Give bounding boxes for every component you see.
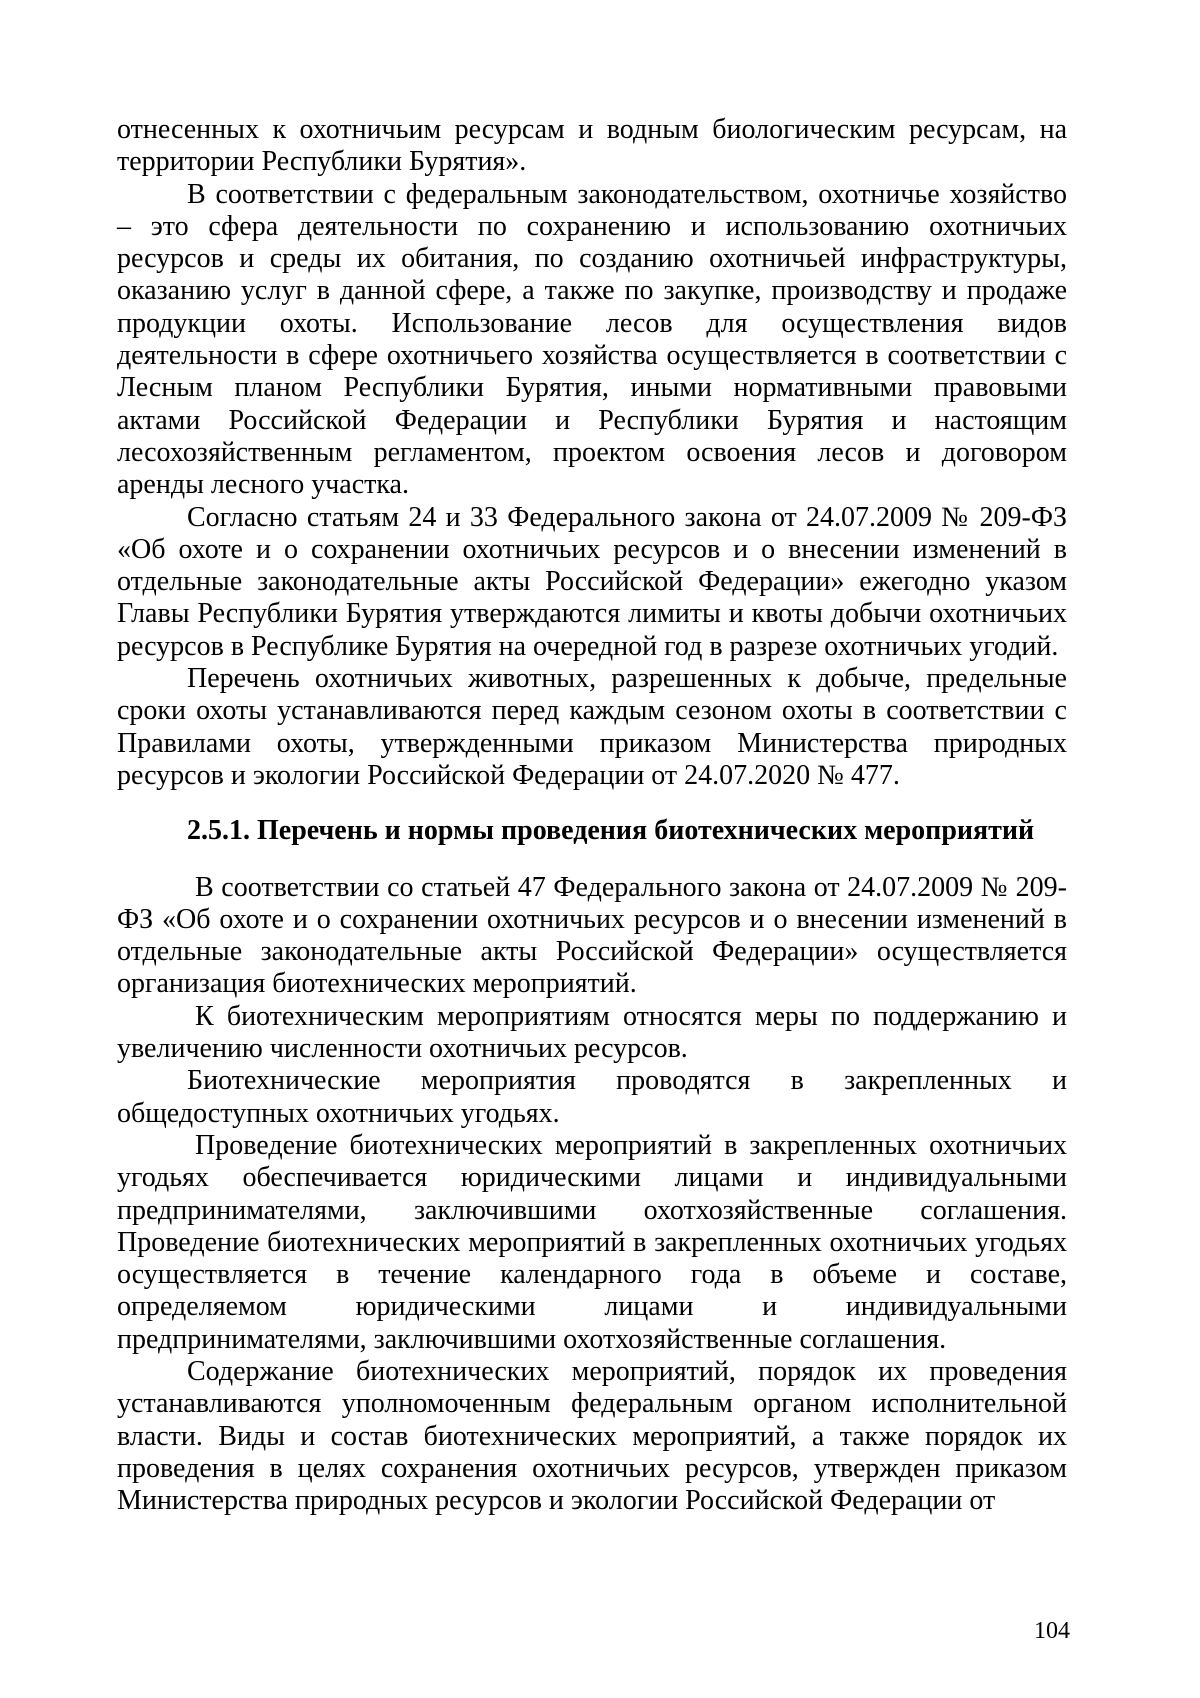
- paragraph-continuation: отнесенных к охотничьим ресурсам и водным биологическим ресурсам, на территории Республики Бурятия».: [117, 114, 1067, 178]
- section-heading: 2.5.1. Перечень и нормы проведения биотехнических мероприятий: [187, 815, 1035, 847]
- paragraph-biotech-responsibility: Проведение биотехнических мероприятий в закрепленных охотничьих угодьях обеспечивается юридическими лицами и индивидуальными предпринимателями, заключившими охотхозяйственные соглашения. Проведение биотехнических мероприятий в закрепленных охотничьих угодьях осуществляется в течение календарного года в объеме и составе, определяемом юридическими лицами и индивидуальными предпринимателями, заключившими охотхозяйственные соглашения.: [117, 1129, 1067, 1355]
- paragraph-hunting-economy: В соответствии с федеральным законодательством, охотничье хозяйство – это сфера деятельности по сохранению и использованию охотничьих ресурсов и среды их обитания, по созданию охотничьей инфраструктуры, оказанию услуг в данной сфере, а также по закупке, производству и продаже продукции охоты. Использование лесов для осуществления видов деятельности в сфере охотничьего хозяйства осуществляется в соответствии с Лесным планом Республики Бурятия, иными нормативными правовыми актами Российской Федерации и Республики Бурятия и настоящим лесохозяйственным регламентом, проектом освоения лесов и договором аренды лесного участка.: [117, 178, 1067, 501]
- page-number: 104: [1034, 1618, 1070, 1644]
- paragraph-biotech-measures: К биотехническим мероприятиям относятся меры по поддержанию и увеличению численности охотничьих ресурсов.: [117, 1000, 1067, 1065]
- paragraph-hunting-limits: Согласно статьям 24 и 33 Федерального закона от 24.07.2009 № 209-ФЗ «Об охоте и о сохранении охотничьих ресурсов и о внесении изменений в отдельные законодательные акты Российской Федерации» ежегодно указом Главы Республики Бурятия утверждаются лимиты и квоты добычи охотничьих ресурсов в Республике Бурятия на очередной год в разрезе охотничьих угодий.: [117, 501, 1067, 662]
- paragraph-hunting-rules: Перечень охотничьих животных, разрешенных к добыче, предельные сроки охоты устанавливаются перед каждым сезоном охоты в соответствии с Правилами охоты, утвержденными приказом Министерства природных ресурсов и экологии Российской Федерации от 24.07.2020 № 477.: [117, 663, 1067, 791]
- paragraph-biotech-organization: В соответствии со статьей 47 Федерального закона от 24.07.2009 № 209-ФЗ «Об охоте и о сохранении охотничьих ресурсов и о внесении изменений в отдельные законодательные акты Российской Федерации» осуществляется организация биотехнических мероприятий.: [117, 871, 1067, 1000]
- paragraph-biotech-content: Содержание биотехнических мероприятий, порядок их проведения устанавливаются уполномоченным федеральным органом исполнительной власти. Виды и состав биотехнических мероприятий, а также порядок их проведения в целях сохранения охотничьих ресурсов, утвержден приказом Министерства природных ресурсов и экологии Российской Федерации от: [117, 1355, 1067, 1517]
- page-body: [117, 114, 1067, 1517]
- paragraph-biotech-locations: Биотехнические мероприятия проводятся в закрепленных и общедоступных охотничьих угодьях.: [117, 1065, 1067, 1129]
